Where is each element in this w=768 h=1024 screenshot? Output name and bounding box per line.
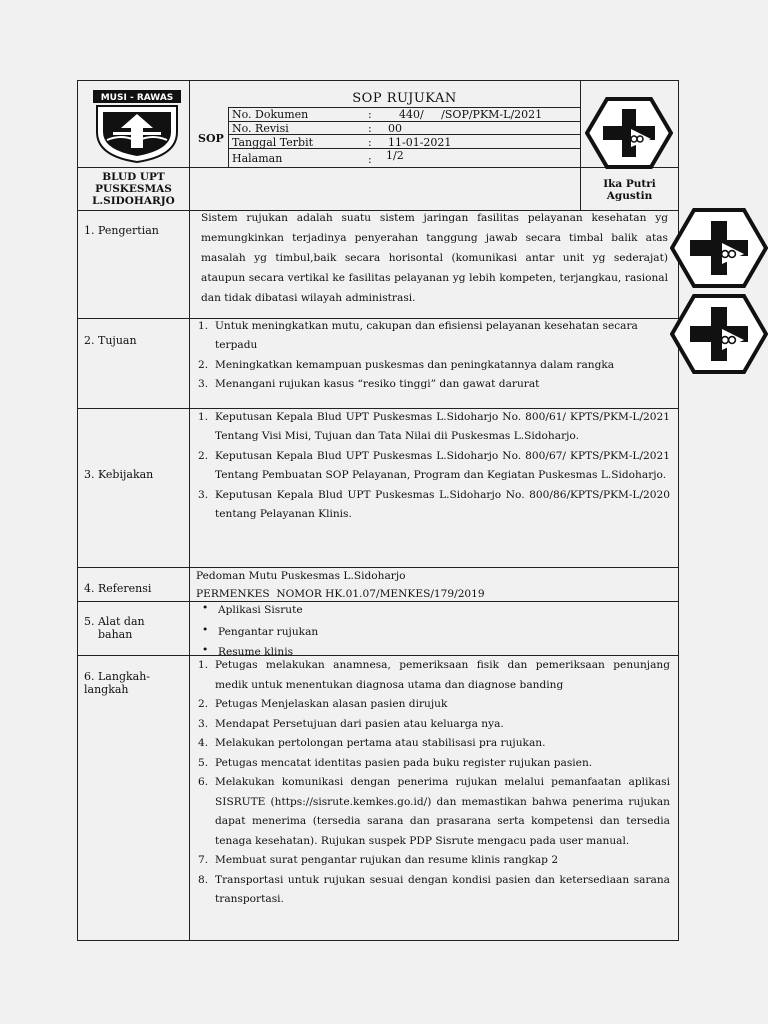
list-item: 8. Transportasi untuk rujukan sesuai dengan kondisi pasien dan ketersediaan sarana transportasi.	[198, 873, 670, 905]
signer-name: Ika Putri Agustin	[603, 178, 656, 202]
list-item: 4. Melakukan pertolongan pertama atau stabilisasi pra rujukan.	[198, 737, 546, 749]
document-title: SOP RUJUKAN	[352, 91, 457, 106]
field-label-halaman: Halaman	[232, 152, 283, 165]
kebijakan-list	[198, 408, 670, 524]
field-sep: :	[368, 136, 372, 149]
field-value-halaman: 1/2	[386, 149, 404, 162]
pengertian-text: Sistem rujukan adalah suatu sistem jaringan fasilitas pelayanan kesehatan yg memungkinkan terjadinya penyerahan tanggung jawab secara timbal balik atas masalah yg timbul,baik secara horisontal (komunikasi antar unit yg sederajat) ataupun secara vertikal ke fasilitas pelayanan yg lebih kompeten, terjangkau, rasional dan tidak dibatasi wilayah administrasi.	[201, 212, 668, 304]
alat-item: Resume klinis	[218, 646, 294, 655]
list-item: 5. Petugas mencatat identitas pasien pada buku register rujukan pasien.	[198, 756, 593, 769]
header-divider-middle	[77, 167, 189, 168]
referensi-line: PERMENKES NOMOR HK.01.07/MENKES/179/2019	[196, 588, 485, 600]
field-sep: :	[368, 153, 372, 166]
tujuan-list	[198, 317, 670, 394]
sop-label: SOP	[198, 132, 224, 145]
section-label-pengertian: 1. Pengertian	[84, 224, 159, 237]
referensi-line: Pedoman Mutu Puskesmas L.Sidoharjo	[196, 570, 406, 582]
list-item: 1. Keputusan Kepala Blud UPT Puskesmas L.Sidoharjo No. 800/61/ KPTS/PKM-L/2021 Tentang Visi Misi, Tujuan dan Tata Nilai dii Puskesmas L.Sidoharjo.	[198, 411, 670, 443]
field-label-tanggal-terbit: Tanggal Terbit	[232, 136, 314, 149]
field-value-no-dokumen: 440/ /SOP/PKM-L/2021	[399, 108, 543, 121]
field-sep: :	[368, 108, 372, 121]
puskesmas-logo-icon	[585, 97, 673, 169]
list-item: 2. Meningkatkan kemampuan puskesmas dan peningkatannya dalam rangka	[198, 358, 615, 371]
row-line-4	[77, 601, 679, 602]
bullet-icon: •	[202, 624, 209, 636]
list-item: 2. Keputusan Kepala Blud UPT Puskesmas L.Sidoharjo No. 800/67/ KPTS/PKM-L/2021 Tentang Pembuatan SOP Pelayanan, Program dan Kegiatan Puskesmas L.Sidoharjo.	[198, 449, 670, 482]
list-item: 6. Melakukan komunikasi dengan penerima rujukan melalui pemanfaatan aplikasi SISRUTE (https://sisrute.kemkes.go.id/) dan memastikan bahwa penerima rujukan dapat menerima (tersedia sarana dan prasarana serta kompetensi dan tersedia tenaga kesehatan). Rujukan suspek PDP Sisrute mengacu pada user manual.	[198, 776, 670, 847]
section-label-langkah: 6. Langkah- langkah	[84, 670, 151, 696]
list-item: 3. Menangani rujukan kasus “resiko tinggi” dan gawat darurat	[198, 377, 540, 390]
field-box-left	[228, 107, 229, 167]
alat-item: Aplikasi Sisrute	[218, 604, 303, 616]
field-sep: :	[368, 122, 372, 135]
list-item: 3. Keputusan Kepala Blud UPT Puskesmas L.Sidoharjo No. 800/86/KPTS/PKM-L/2020 tentang Pelayanan Klinis.	[198, 488, 670, 521]
org-name: BLUD UPT PUSKESMAS L.SIDOHARJO	[92, 171, 175, 207]
section-label-kebijakan: 3. Kebijakan	[84, 468, 154, 481]
regency-logo	[91, 88, 183, 164]
bullet-icon: •	[202, 602, 209, 614]
field-label-no-dokumen: No. Dokumen	[232, 108, 309, 121]
list-item: 1. Untuk meningkatkan mutu, cakupan dan efisiensi pelayanan kesehatan secara terpadu	[198, 320, 638, 352]
list-item: 1. Petugas melakukan anamnesa, pemeriksaan fisik dan pemeriksaan penunjang medik untuk menentukan diagnosa utama dan diagnose banding	[198, 659, 670, 691]
logo-text: MUSI - RAWAS	[100, 93, 174, 103]
field-label-no-revisi: No. Revisi	[232, 122, 289, 135]
bullet-icon: •	[202, 644, 209, 656]
section-label-tujuan: 2. Tujuan	[84, 334, 137, 347]
puskesmas-logo-icon	[670, 294, 768, 374]
row-line-3	[77, 567, 679, 568]
puskesmas-logo-icon	[670, 208, 768, 288]
langkah-list	[198, 656, 670, 910]
list-item: 2. Petugas Menjelaskan alasan pasien dirujuk	[198, 698, 448, 710]
list-item: 3. Mendapat Persetujuan dari pasien atau keluarga nya.	[198, 717, 504, 730]
field-value-no-revisi: 00	[388, 122, 402, 135]
table-border-top	[77, 80, 679, 81]
field-value-tanggal-terbit: 11-01-2021	[388, 136, 452, 149]
section-label-referensi: 4. Referensi	[84, 582, 152, 595]
section-label-alat-bahan: 5. Alat dan bahan	[84, 615, 145, 641]
alat-item: Pengantar rujukan	[218, 626, 319, 638]
list-item: 7. Membuat surat pengantar rujukan dan resume klinis rangkap 2	[198, 854, 559, 866]
table-border-bottom	[77, 940, 679, 941]
